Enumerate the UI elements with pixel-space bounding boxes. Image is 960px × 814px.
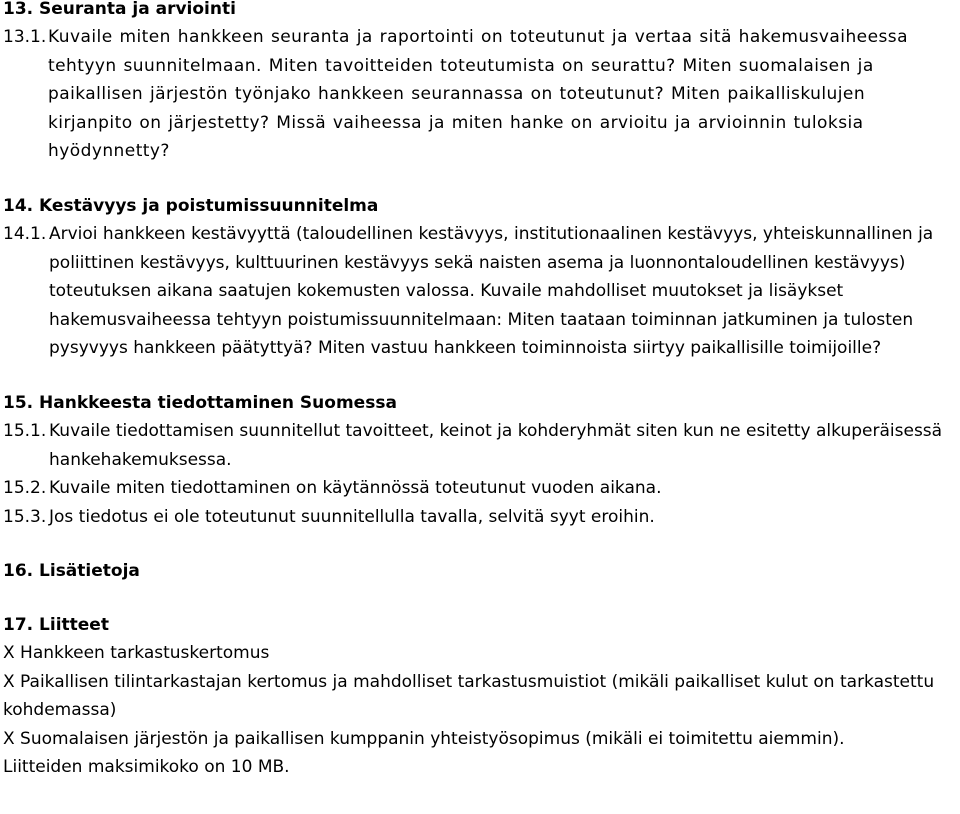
section-17 [3,611,956,782]
section-heading: 14. Kestävyys ja poistumissuunnitelma [3,195,379,216]
question-item [3,474,956,503]
spacer [3,531,956,557]
question-item [3,503,956,532]
attachment-item: X Paikallisen tilintarkastajan kertomus ja mahdolliset tarkastusmuistiot (mikäli paikalliset kulut on tarkastettu kohdemassa) [3,671,935,721]
question-number: 15.1. [3,420,47,441]
section-heading: 13. Seuranta ja arviointi [3,0,236,19]
question-number: 13.1. [3,27,47,47]
attachment-size-note: Liitteiden maksimikoko on 10 MB. [3,757,290,778]
question-number: 15.2. [3,478,47,499]
question-text: Kuvaile miten hankkeen seuranta ja raportointi on toteutunut ja vertaa sitä hakemusvaiheessa tehtyyn suunnitelmaan. Miten tavoitteiden toteutumista on seurattu? Miten suomalaisen ja paikallisen järjestön työnjako hankkeen seurannassa on toteutunut? Miten paikalliskulujen kirjanpito on järjestetty? Missä vaiheessa ja miten hanke on arvioitu ja arvioinnin tuloksia hyödynnetty? [48,27,908,162]
section-heading: 15. Hankkeesta tiedottaminen Suomessa [3,392,397,413]
question-item [3,23,956,166]
attachment-list [3,639,956,753]
attachment-item: X Suomalaisen järjestön ja paikallisen kumppanin yhteistyösopimus (mikäli ei toimitettu aiemmin). [3,728,845,749]
spacer [3,166,956,192]
question-text: Kuvaile tiedottamisen suunnitellut tavoitteet, keinot ja kohderyhmät siten kun ne esitetty alkuperäisessä hankehakemuksessa. [49,420,943,470]
section-15 [3,389,956,531]
question-item [3,417,956,474]
question-number: 15.3. [3,506,47,527]
attachment-item: X Hankkeen tarkastuskertomus [3,643,270,664]
spacer [3,585,956,611]
question-item [3,220,956,363]
question-text: Kuvaile miten tiedottaminen on käytännössä toteutunut vuoden aikana. [49,478,662,499]
section-16 [3,557,956,585]
section-13 [3,0,956,166]
question-text: Jos tiedotus ei ole toteutunut suunnitellulla tavalla, selvitä syyt eroihin. [49,506,655,527]
question-number: 14.1. [3,223,47,244]
spacer [3,363,956,389]
section-heading: 17. Liitteet [3,615,109,636]
section-heading: 16. Lisätietoja [3,561,140,582]
question-text: Arvioi hankkeen kestävyyttä (taloudellinen kestävyys, institutionaalinen kestävyys, yhteiskunnallinen ja poliittinen kestävyys, kulttuurinen kestävyys sekä naisten asema ja luonnontaloudellinen kestävyys) toteutuksen aikana saatujen kokemusten valossa. Kuvaile mahdolliset muutokset ja lisäykset hakemusvaiheessa tehtyyn poistumissuunnitelmaan: Miten taataan toiminnan jatkuminen ja tulosten pysyvyys hankkeen päätyttyä? Miten vastuu hankkeen toiminnoista siirtyy paikallisille toimijoille? [49,223,934,359]
section-14 [3,192,956,363]
